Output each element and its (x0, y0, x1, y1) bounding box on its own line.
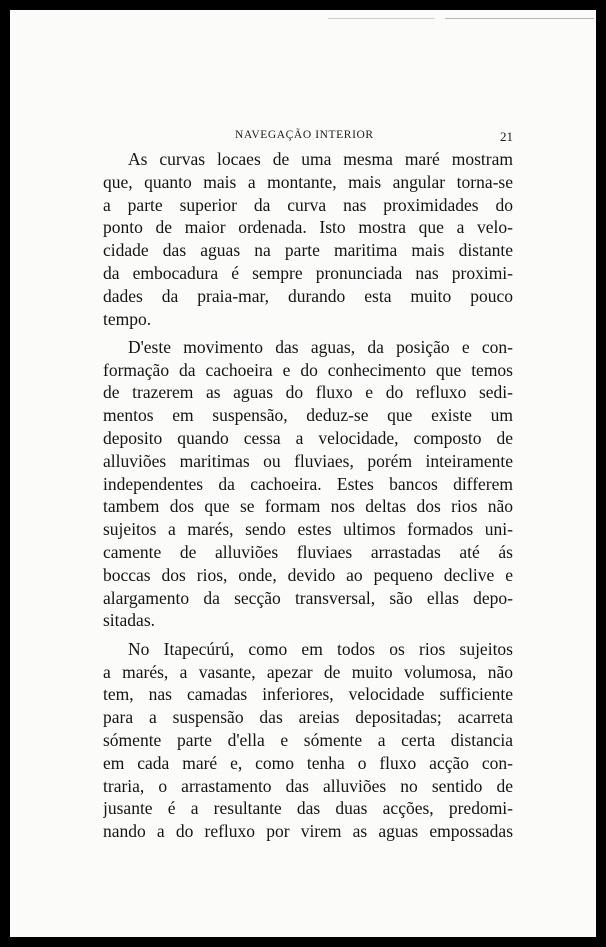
text-line: sitadas. (103, 610, 156, 631)
text-line: para a suspensão das areias depositadas; acarreta (103, 707, 513, 728)
book-page (10, 10, 596, 937)
body-text (103, 148, 513, 843)
text-line: camente de alluviões fluviaes arrastadas até ás (103, 542, 513, 563)
text-line: traria, o arrastamento das alluviões no sentido de (103, 775, 513, 796)
text-line: No Itapecúrú, como em todos os rios sujeitos (128, 638, 513, 659)
text-line: deposito quando cessa a velocidade, composto de (103, 428, 513, 449)
text-line: As curvas locaes de uma mesma maré mostram (128, 149, 513, 169)
text-line: formação da cachoeira e do conhecimento que temos (103, 359, 513, 380)
text-line: cidade das aguas na parte maritima mais distante (103, 240, 513, 261)
text-line: nando a do refluxo por virem as aguas empossadas (103, 821, 513, 842)
text-line: sujeitos a marés, sendo estes ultimos formados uni- (103, 519, 513, 540)
text-line: mentos em suspensão, deduz-se que existe um (103, 405, 513, 426)
paragraph-1 (103, 148, 513, 330)
text-line: boccas dos rios, onde, devido ao pequeno declive e (103, 564, 513, 585)
text-line: dades da praia-mar, durando esta muito pouco (103, 285, 513, 306)
text-line: independentes da cachoeira. Estes bancos differem (103, 473, 513, 494)
text-line: sómente parte d'ella e sómente a certa distancia (103, 729, 513, 750)
running-head: NAVEGAÇÃO INTERIOR (235, 129, 374, 141)
text-line: D'este movimento das aguas, da posição e con- (128, 336, 513, 357)
text-line: tempo. (103, 308, 152, 329)
text-line: alluviões maritimas ou fluviaes, porém inteiramente (103, 450, 513, 471)
text-line: em cada maré e, como tenha o fluxo acção con- (103, 752, 513, 773)
paragraph-3 (103, 638, 513, 843)
text-line: a parte superior da curva nas proximidades do (103, 194, 513, 215)
text-line: jusante é a resultante das duas acções, predomi- (103, 798, 513, 819)
text-line: de trazerem as aguas do fluxo e do refluxo sedi- (103, 382, 513, 403)
text-line: a marés, a vasante, apezar de muito volumosa, não (103, 661, 513, 682)
text-line: tambem dos que se formam nos deltas dos rios não (103, 496, 513, 517)
text-line: tem, nas camadas inferiores, velocidade sufficiente (103, 684, 513, 705)
page-header (100, 129, 513, 147)
page-number: 21 (500, 129, 513, 144)
paragraph-2 (103, 336, 513, 632)
text-line: alargamento da secção transversal, são ellas depo- (103, 587, 513, 608)
text-line: da embocadura é sempre pronunciada nas proximi- (103, 262, 513, 283)
text-line: que, quanto mais a montante, mais angular torna-se (103, 171, 513, 192)
page-edge-mark (328, 18, 594, 19)
text-line: ponto de maior ordenada. Isto mostra que a velo- (103, 217, 513, 238)
